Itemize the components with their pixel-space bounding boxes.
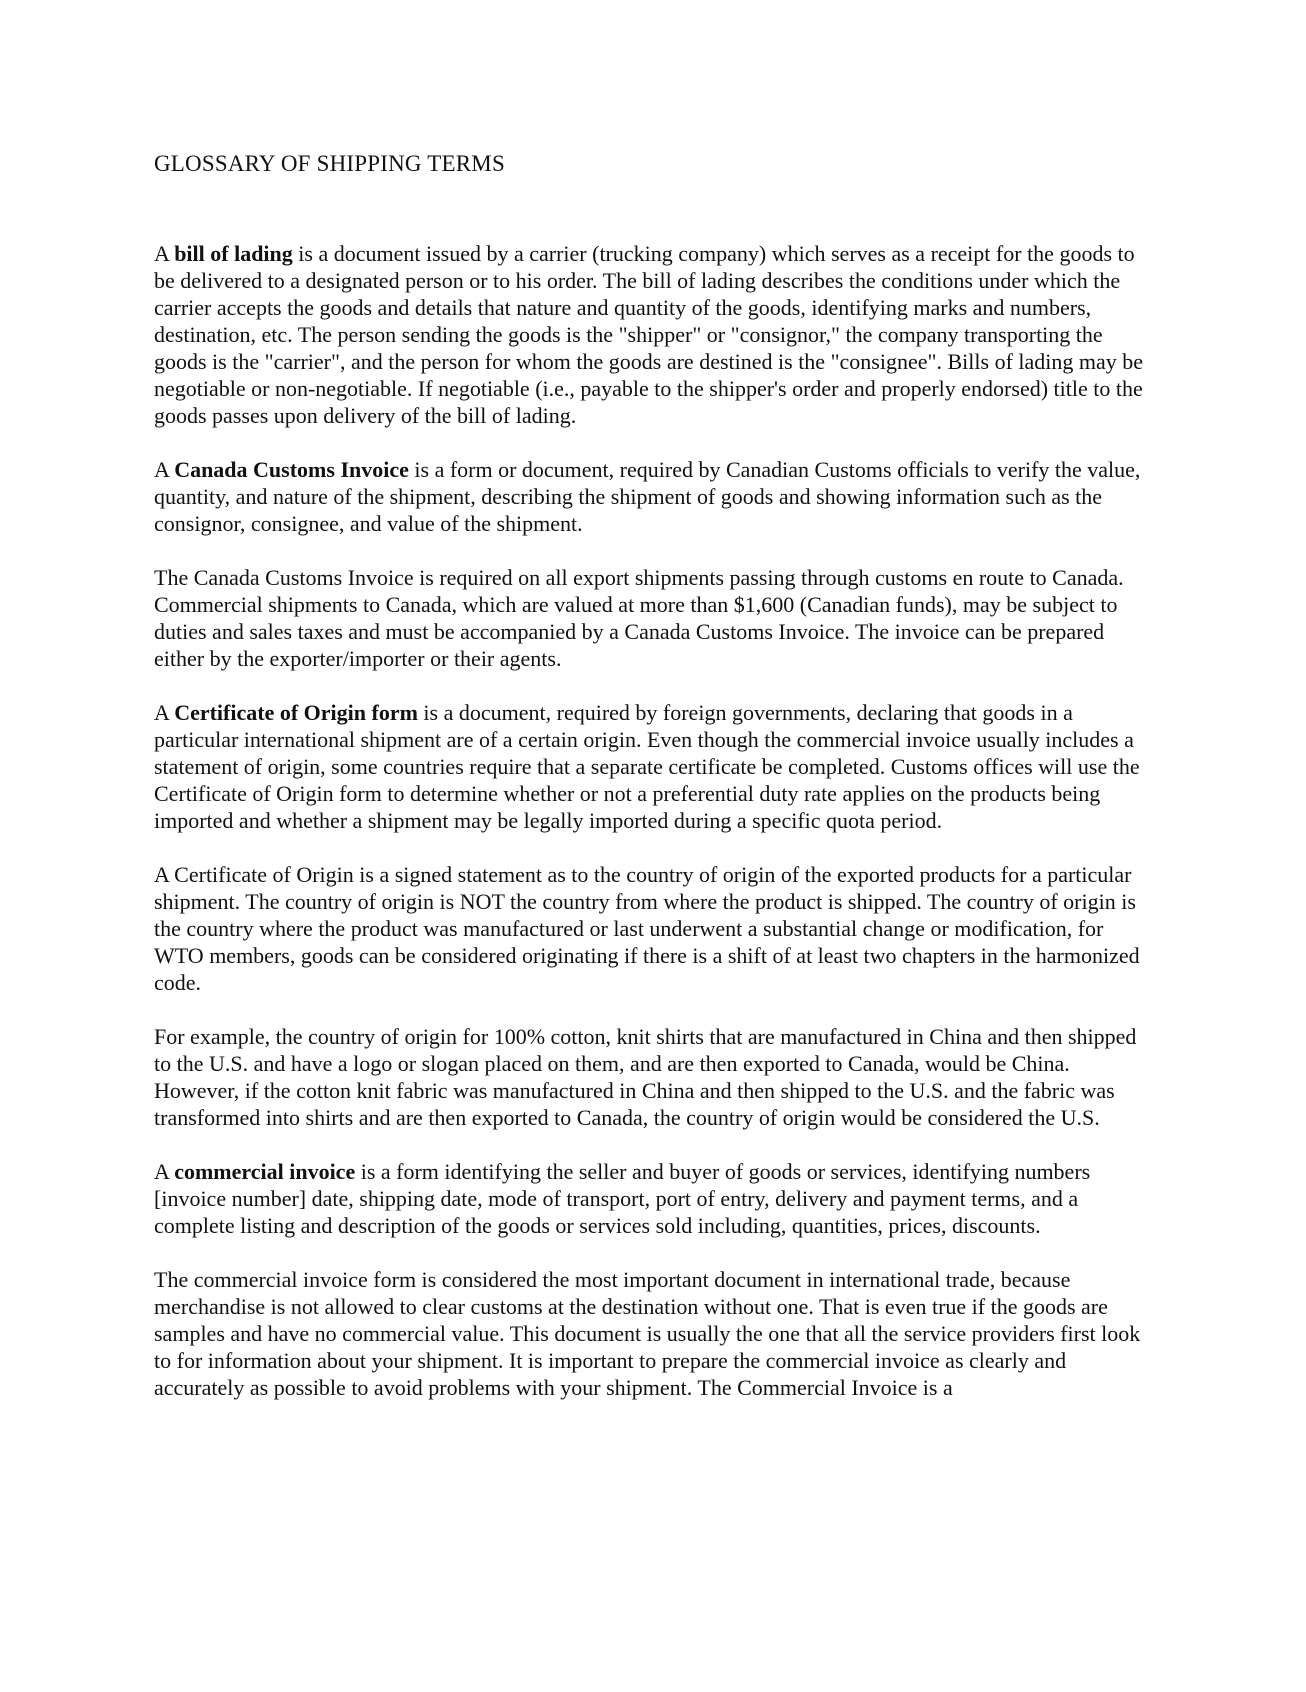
paragraph-text: The Canada Customs Invoice is required on all export shipments passing through customs en route to Canada. Commercial shipments to Canada, which are valued at more than $1,600 (Canadian funds), may be subject to duties and sales taxes and must be accompanied by a Canada Customs Invoice. The invoice can be prepared either by the exporter/importer or their agents. (154, 564, 1124, 671)
paragraph-certificate-of-origin-statement (154, 861, 1144, 996)
paragraph-bill-of-lading (154, 240, 1144, 429)
paragraph-text: A (154, 240, 175, 266)
paragraph-commercial-invoice-importance (154, 1266, 1144, 1401)
paragraph-commercial-invoice (154, 1158, 1144, 1239)
paragraph-certificate-of-origin-form (154, 699, 1144, 834)
paragraph-text: is a document, required by foreign governments, declaring that goods in a particular international shipment are of a certain origin. Even though the commercial invoice usually includes a statement of origin, some countries require that a separate certificate be completed. Customs offices will use the Certificate of Origin form to determine whether or not a preferential duty rate applies on the products being imported and whether a shipment may be legally imported during a specific quota period. (154, 699, 1140, 833)
paragraph-text: is a form or document, required by Canadian Customs officials to verify the value, quantity, and nature of the shipment, describing the shipment of goods and showing information such as the consignor, consignee, and value of the shipment. (154, 456, 1141, 536)
paragraph-text: A (154, 699, 175, 725)
term-bill-of-lading: bill of lading (174, 240, 293, 266)
paragraph-text: A Certificate of Origin is a signed statement as to the country of origin of the exported products for a particular shipment. The country of origin is NOT the country from where the product is shipped. The country of origin is the country where the product was manufactured or last underwent a substantial change or modification, for WTO members, goods can be considered originating if there is a shift of at least two chapters in the harmonized code. (154, 861, 1140, 995)
document-title: GLOSSARY OF SHIPPING TERMS (154, 151, 505, 176)
paragraph-canada-customs-invoice (154, 456, 1144, 537)
paragraph-origin-example (154, 1023, 1144, 1131)
paragraph-text: The commercial invoice form is considered the most important document in international trade, because merchandise is not allowed to clear customs at the destination without one. That is even true if the goods are samples and have no commercial value. This document is usually the one that all the service providers first look to for information about your shipment. It is important to prepare the commercial invoice as clearly and accurately as possible to avoid problems with your shipment. The Commercial Invoice is a (154, 1266, 1141, 1400)
paragraph-text: A (154, 456, 175, 482)
paragraph-canada-customs-invoice-requirement (154, 564, 1144, 672)
document-body (154, 150, 1144, 1428)
term-certificate-of-origin-form: Certificate of Origin form (174, 699, 418, 725)
paragraph-text: is a document issued by a carrier (trucking company) which serves as a receipt for the goods to be delivered to a designated person or to his order. The bill of lading describes the conditions under which the carrier accepts the goods and details that nature and quantity of the goods, identifying marks and numbers, destination, etc. The person sending the goods is the "shipper" or "consignor," the company transporting the goods is the "carrier", and the person for whom the goods are destined is the "consignee". Bills of lading may be negotiable or non-negotiable. If negotiable (i.e., payable to the shipper's order and properly endorsed) title to the goods passes upon delivery of the bill of lading. (154, 240, 1144, 428)
paragraph-text: For example, the country of origin for 100% cotton, knit shirts that are manufactured in China and then shipped to the U.S. and have a logo or slogan placed on them, and are then exported to Canada, would be China. However, if the cotton knit fabric was manufactured in China and then shipped to the U.S. and the fabric was transformed into shirts and are then exported to Canada, the country of origin would be considered the U.S. (154, 1023, 1137, 1130)
term-canada-customs-invoice: Canada Customs Invoice (174, 456, 409, 482)
term-commercial-invoice: commercial invoice (174, 1158, 356, 1184)
paragraph-text: A (154, 1158, 175, 1184)
paragraph-text: is a form identifying the seller and buyer of goods or services, identifying numbers [invoice number] date, shipping date, mode of transport, port of entry, delivery and payment terms, and a complete listing and description of the goods or services sold including, quantities, prices, discounts. (154, 1158, 1091, 1238)
